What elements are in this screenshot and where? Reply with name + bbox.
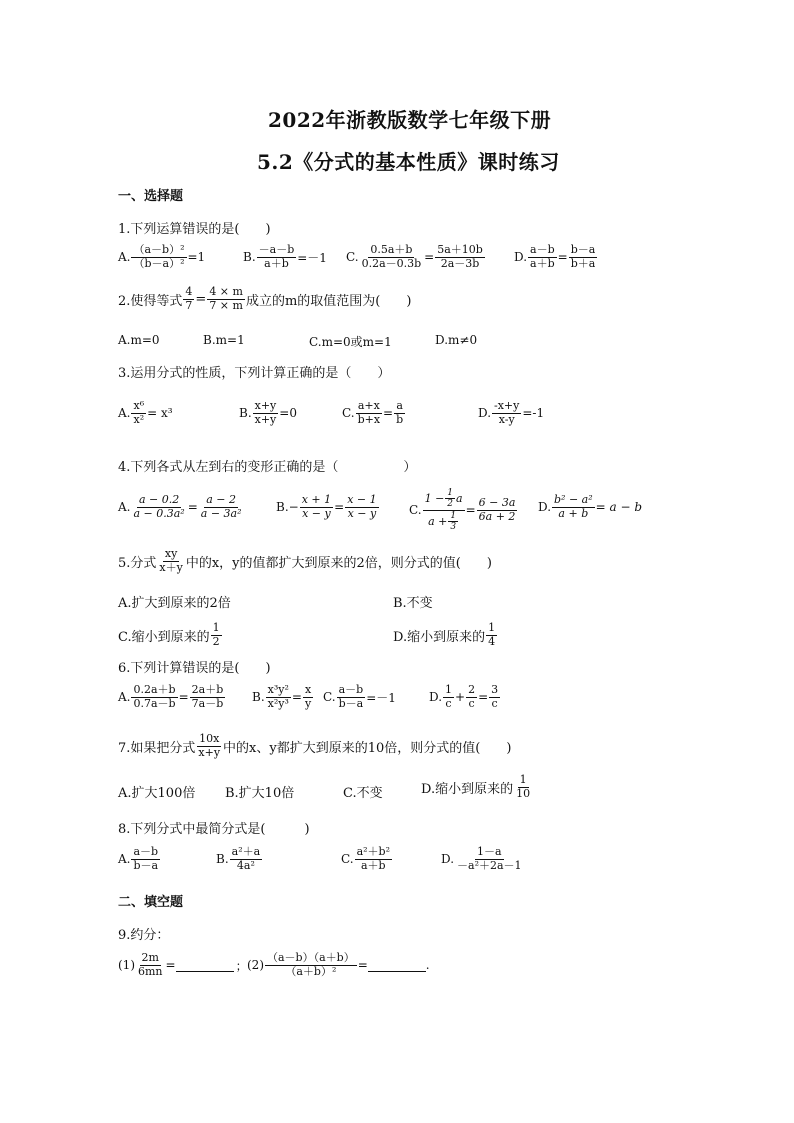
fraction: $\frac{a}{b}$: [396, 399, 404, 426]
answer-blank: [176, 959, 234, 972]
question-1-option-d: D. $\frac{a-b}{a+b}$ = $\frac{b-a}{b+a}$: [514, 243, 596, 270]
question-4-stem: 4.下列各式从左到右的变形正确的是（ ）: [118, 460, 417, 475]
question-4-option-a: A. $\frac{a - 0.2}{\text{a − 0.3a²}}$ = $\frac{a - 2}{\text{a − 3a²}}$: [118, 493, 242, 520]
fraction: $\frac{\text{x³y²}}{\text{x²y³}}$: [267, 683, 289, 710]
question-3-option-d: D. $\frac{-x+y}{x-y}$ =-1: [478, 399, 545, 426]
question-6-option-c: C. $\frac{a-b}{b-a}$ =－1: [323, 683, 396, 710]
question-3-option-a: A. $\frac{\text{x⁶}}{\text{x²}}$ = x³: [118, 399, 173, 426]
fraction: $\frac{0.5a+b}{0.2a-0.3b}$: [361, 243, 422, 270]
question-4-option-b: B. − $\frac{x + 1}{x - y}$ = $\frac{x - 1}{x - y}$: [276, 493, 377, 520]
question-2-stem: 2.使得等式 $\frac{4}{7}$ = $\frac{4 \times m}{7 \times m}$ 成立的m的取值范围为( ): [118, 285, 412, 312]
fraction: $\frac{-a-b}{a+b}$: [258, 243, 295, 270]
fraction: $\frac{2m}{6mn}$: [138, 951, 163, 978]
question-6-option-b: B. $\frac{\text{x³y²}}{\text{x²y³}}$ = $\frac{x}{y}$: [252, 683, 312, 710]
fraction: $\frac{1}{10}$: [516, 773, 531, 800]
question-4-option-d: D. $\frac{\text{b² − a²}}{a + b}$ = a − b: [538, 493, 643, 520]
question-6-option-a: A. $\frac{0.2a+b}{0.7a-b}$ = $\frac{2a+b}{7a-b}$: [118, 683, 224, 710]
fraction: $\frac{a+x}{b+x}$: [357, 399, 381, 426]
fraction: $\frac{b-a}{b+a}$: [570, 243, 596, 270]
question-9-part-2: (2) $\frac{(a-b)(a+b)}{\text{（a＋b）²}}$ = .: [247, 951, 430, 978]
question-5-option-c: C.缩小到原来的 $\frac{1}{2}$: [118, 621, 220, 648]
fraction: $\frac{-x+y}{x-y}$: [494, 399, 520, 426]
question-2-option-b: B.m=1: [203, 333, 245, 347]
page-subtitle: 5.2《分式的基本性质》课时练习: [257, 150, 560, 174]
fraction: $\frac{x - 1}{x - y}$: [347, 493, 377, 520]
question-1-option-b: B. $\frac{-a-b}{a+b}$ =－1: [243, 243, 327, 270]
fraction: $\frac{4 \times m}{7 \times m}$: [209, 285, 243, 312]
fraction: $\frac{1}{c}$: [445, 683, 453, 710]
fraction: $\frac{3}{c}$: [491, 683, 499, 710]
question-6-option-d: D. $\frac{1}{c}$ + $\frac{2}{c}$ = $\frac{3}{c}$: [429, 683, 499, 710]
question-1-stem: 1.下列运算错误的是( ): [118, 222, 271, 237]
fraction: $\frac{1}{4}$: [488, 621, 496, 648]
question-1-option-c: C. $\frac{0.5a+b}{0.2a-0.3b}$ = $\frac{5a+10b}{2a-3b}$: [346, 243, 483, 270]
question-5-stem: 5.分式 $\frac{xy}{x+y}$ 中的x，y的值都扩大到原来的2倍，则分式的值( ): [118, 547, 492, 574]
fraction: $\frac{a-b}{b-a}$: [133, 845, 159, 872]
question-8-option-a: A. $\frac{a-b}{b-a}$: [118, 845, 159, 872]
question-7-option-d: D.缩小到原来的 $\frac{1}{10}$: [421, 773, 531, 800]
question-8-option-b: B. $\frac{\text{a²＋a}}{\text{4a²}}$: [216, 845, 261, 872]
question-9-stem: 9.约分：: [118, 928, 170, 943]
fraction: $\frac{\text{b² − a²}}{a + b}$: [554, 493, 593, 520]
question-7-option-c: C.不变: [343, 786, 383, 801]
fraction: $\frac{1}{2}$: [447, 488, 454, 510]
section-heading-choice: 一、选择题: [118, 189, 184, 204]
fraction: $\frac{4}{7}$: [185, 285, 193, 312]
question-8-option-d: D. $\frac{1-a}{\text{－a²＋2a－1}}$: [441, 845, 522, 872]
fraction: $\frac{a - 2}{\text{a − 3a²}}$: [200, 493, 242, 520]
question-7-option-b: B.扩大10倍: [225, 786, 295, 801]
fraction: $\frac{\text{x⁶}}{\text{x²}}$: [133, 399, 145, 426]
fraction: $\frac{\text{（a－b）²}}{\text{（b－a）²}}$: [133, 243, 185, 270]
question-2-option-c: C.m=0或m=1: [309, 335, 392, 349]
question-7-option-a: A.扩大100倍: [118, 786, 196, 801]
fraction: $\frac{6 - 3a}{6a + 2}$: [478, 496, 516, 523]
fraction: $\frac{2}{c}$: [468, 683, 476, 710]
question-8-option-c: C. $\frac{\text{a²＋b²}}{a+b}$: [341, 845, 390, 872]
page-title: 2022年浙教版数学七年级下册: [268, 108, 552, 132]
fraction: $\frac{0.2a+b}{0.7a-b}$: [133, 683, 176, 710]
complex-fraction: 1 − $\frac{1}{2}$ a a + $\frac{1}{3}$: [424, 488, 463, 533]
section-heading-fill: 二、填空题: [118, 895, 184, 910]
fraction: $\frac{1}{2}$: [212, 621, 220, 648]
fraction: $\frac{x + 1}{x - y}$: [301, 493, 332, 520]
fraction: $\frac{10x}{x+y}$: [198, 732, 221, 759]
question-7-stem: 7.如果把分式 $\frac{10x}{x+y}$ 中的x、y都扩大到原来的10倍，则分式的值( ): [118, 732, 512, 759]
question-1-option-a: A. $\frac{\text{（a－b）²}}{\text{（b－a）²}}$ =1: [118, 243, 206, 270]
question-3-option-b: B. $\frac{x+y}{x+y}$ =0: [239, 399, 297, 426]
fraction: $\frac{1}{3}$: [450, 510, 457, 533]
fraction: $\frac{\text{a²＋b²}}{a+b}$: [356, 845, 390, 872]
question-6-stem: 6.下列计算错误的是( ): [118, 661, 271, 676]
question-3-option-c: C. $\frac{a+x}{b+x}$ = $\frac{a}{b}$: [342, 399, 404, 426]
question-4-option-c: C. 1 − $\frac{1}{2}$ a a + $\frac{1}{3}$ = $\frac{6 - 3a}{6a + 2}$: [409, 488, 516, 533]
fraction: $\frac{(a-b)(a+b)}{\text{（a＋b）²}}$: [267, 951, 355, 978]
question-2-option-d: D.m≠0: [435, 333, 478, 347]
fraction: $\frac{\text{a²＋a}}{\text{4a²}}$: [231, 845, 261, 872]
fraction: $\frac{2a+b}{7a-b}$: [191, 683, 224, 710]
question-5-option-a: A.扩大到原来的2倍: [118, 596, 231, 611]
answer-blank: [368, 959, 426, 972]
question-5-option-b: B.不变: [393, 596, 433, 611]
question-5-option-d: D.缩小到原来的 $\frac{1}{4}$: [393, 621, 496, 648]
fraction: $\frac{xy}{x+y}$: [159, 547, 183, 574]
question-9-part-1: (1) $\frac{2m}{6mn}$ = ；: [118, 951, 248, 978]
question-2-option-a: A.m=0: [118, 333, 160, 347]
fraction: $\frac{5a+10b}{2a-3b}$: [437, 243, 483, 270]
fraction: $\frac{a-b}{b-a}$: [338, 683, 364, 710]
fraction: $\frac{a - 0.2}{\text{a − 0.3a²}}$: [133, 493, 185, 520]
question-3-stem: 3.运用分式的性质，下列计算正确的是（ ）: [118, 366, 391, 381]
fraction: $\frac{x+y}{x+y}$: [254, 399, 277, 426]
fraction: $\frac{a-b}{a+b}$: [530, 243, 555, 270]
fraction: $\frac{1-a}{\text{－a²＋2a－1}}$: [457, 845, 522, 872]
question-8-stem: 8.下列分式中最简分式是( ): [118, 822, 310, 837]
fraction: $\frac{x}{y}$: [304, 683, 312, 710]
